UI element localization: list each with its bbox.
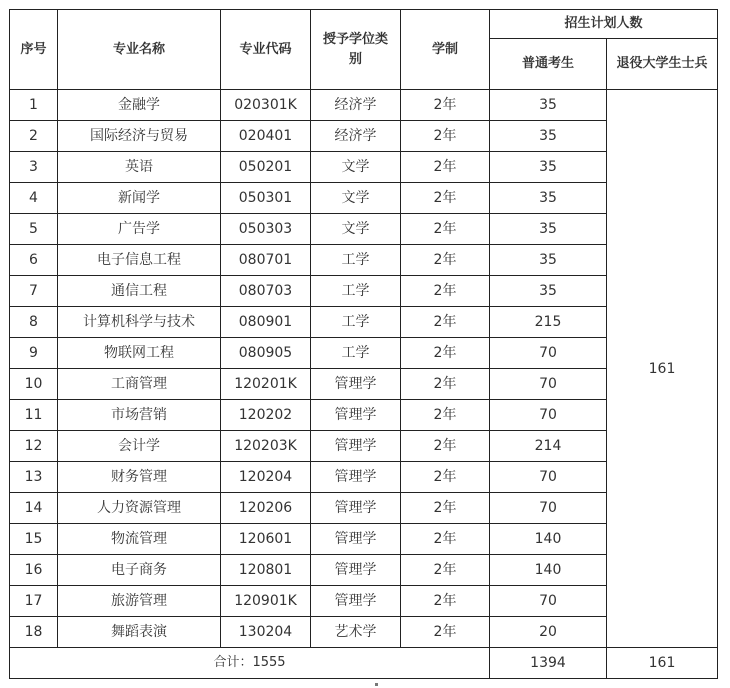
cell-regular: 35 [490,214,607,245]
cell-duration: 2年 [401,369,490,400]
cell-degree: 管理学 [311,555,401,586]
cell-seq: 1 [10,90,58,121]
cell-seq: 13 [10,462,58,493]
cell-major-name: 旅游管理 [58,586,221,617]
cell-seq: 15 [10,524,58,555]
cell-degree: 工学 [311,307,401,338]
total-veteran: 161 [607,648,718,679]
cell-major-name: 物流管理 [58,524,221,555]
cell-regular: 70 [490,462,607,493]
cell-major-code: 120601 [221,524,311,555]
cell-degree: 管理学 [311,369,401,400]
cell-seq: 18 [10,617,58,648]
cell-regular: 70 [490,586,607,617]
cell-major-code: 120901K [221,586,311,617]
cell-regular: 70 [490,338,607,369]
cell-regular: 35 [490,183,607,214]
header-plan-group: 招生计划人数 [490,10,718,39]
cell-degree: 文学 [311,183,401,214]
cell-regular: 35 [490,152,607,183]
cell-major-name: 市场营销 [58,400,221,431]
cell-degree: 艺术学 [311,617,401,648]
cell-major-code: 020301K [221,90,311,121]
cell-duration: 2年 [401,152,490,183]
cell-duration: 2年 [401,617,490,648]
enrollment-plan-table [9,9,718,679]
cell-seq: 2 [10,121,58,152]
cell-degree: 工学 [311,338,401,369]
cell-major-name: 财务管理 [58,462,221,493]
cell-major-code: 050201 [221,152,311,183]
cell-seq: 12 [10,431,58,462]
header-seq: 序号 [10,10,58,90]
cell-veteran-merged: 161 [607,90,718,648]
cell-degree: 工学 [311,245,401,276]
cell-regular: 140 [490,524,607,555]
cell-seq: 5 [10,214,58,245]
cell-seq: 14 [10,493,58,524]
cell-degree: 工学 [311,276,401,307]
cell-duration: 2年 [401,493,490,524]
cell-duration: 2年 [401,245,490,276]
cell-seq: 8 [10,307,58,338]
cell-degree: 管理学 [311,586,401,617]
cell-major-name: 计算机科学与技术 [58,307,221,338]
cell-regular: 70 [490,400,607,431]
cell-duration: 2年 [401,586,490,617]
cell-major-name: 英语 [58,152,221,183]
cell-major-code: 020401 [221,121,311,152]
cell-duration: 2年 [401,307,490,338]
cell-regular: 35 [490,245,607,276]
cell-seq: 9 [10,338,58,369]
cell-major-name: 人力资源管理 [58,493,221,524]
cell-seq: 16 [10,555,58,586]
total-regular: 1394 [490,648,607,679]
cell-seq: 17 [10,586,58,617]
cell-duration: 2年 [401,276,490,307]
header-regular: 普通考生 [490,39,607,90]
header-major-code: 专业代码 [221,10,311,90]
cell-seq: 10 [10,369,58,400]
cell-duration: 2年 [401,183,490,214]
cell-regular: 70 [490,493,607,524]
cell-regular: 140 [490,555,607,586]
cell-degree: 管理学 [311,462,401,493]
cell-major-name: 新闻学 [58,183,221,214]
table-row [10,90,718,121]
cell-regular: 35 [490,276,607,307]
cell-degree: 管理学 [311,431,401,462]
cell-duration: 2年 [401,524,490,555]
header-major-name: 专业名称 [58,10,221,90]
cell-major-code: 120206 [221,493,311,524]
total-label: 合计：1555 [10,648,490,679]
page-mark [375,683,378,686]
cell-major-code: 120203K [221,431,311,462]
cell-major-code: 050303 [221,214,311,245]
cell-major-name: 会计学 [58,431,221,462]
cell-seq: 7 [10,276,58,307]
cell-major-code: 050301 [221,183,311,214]
cell-duration: 2年 [401,462,490,493]
cell-major-name: 国际经济与贸易 [58,121,221,152]
cell-duration: 2年 [401,338,490,369]
cell-duration: 2年 [401,214,490,245]
cell-major-name: 工商管理 [58,369,221,400]
cell-duration: 2年 [401,90,490,121]
cell-duration: 2年 [401,400,490,431]
cell-major-name: 物联网工程 [58,338,221,369]
cell-duration: 2年 [401,431,490,462]
cell-major-code: 120801 [221,555,311,586]
cell-degree: 经济学 [311,121,401,152]
cell-major-code: 080703 [221,276,311,307]
total-row [10,648,718,679]
cell-major-name: 电子信息工程 [58,245,221,276]
cell-seq: 11 [10,400,58,431]
cell-major-code: 080701 [221,245,311,276]
cell-degree: 经济学 [311,90,401,121]
cell-major-code: 080901 [221,307,311,338]
cell-major-code: 130204 [221,617,311,648]
cell-degree: 文学 [311,214,401,245]
cell-seq: 3 [10,152,58,183]
cell-degree: 文学 [311,152,401,183]
cell-seq: 4 [10,183,58,214]
cell-major-name: 金融学 [58,90,221,121]
cell-regular: 35 [490,121,607,152]
cell-major-name: 电子商务 [58,555,221,586]
cell-major-code: 120204 [221,462,311,493]
cell-degree: 管理学 [311,400,401,431]
header-row-top [10,10,718,39]
cell-regular: 20 [490,617,607,648]
cell-regular: 215 [490,307,607,338]
cell-regular: 214 [490,431,607,462]
cell-seq: 6 [10,245,58,276]
table-body [10,90,718,679]
cell-major-name: 通信工程 [58,276,221,307]
cell-major-code: 120201K [221,369,311,400]
cell-major-code: 120202 [221,400,311,431]
cell-major-name: 舞蹈表演 [58,617,221,648]
cell-degree: 管理学 [311,524,401,555]
cell-duration: 2年 [401,121,490,152]
cell-regular: 70 [490,369,607,400]
cell-major-code: 080905 [221,338,311,369]
header-degree: 授予学位类别 [311,10,401,90]
cell-major-name: 广告学 [58,214,221,245]
cell-regular: 35 [490,90,607,121]
header-veteran: 退役大学生士兵 [607,39,718,90]
cell-degree: 管理学 [311,493,401,524]
cell-duration: 2年 [401,555,490,586]
header-duration: 学制 [401,10,490,90]
